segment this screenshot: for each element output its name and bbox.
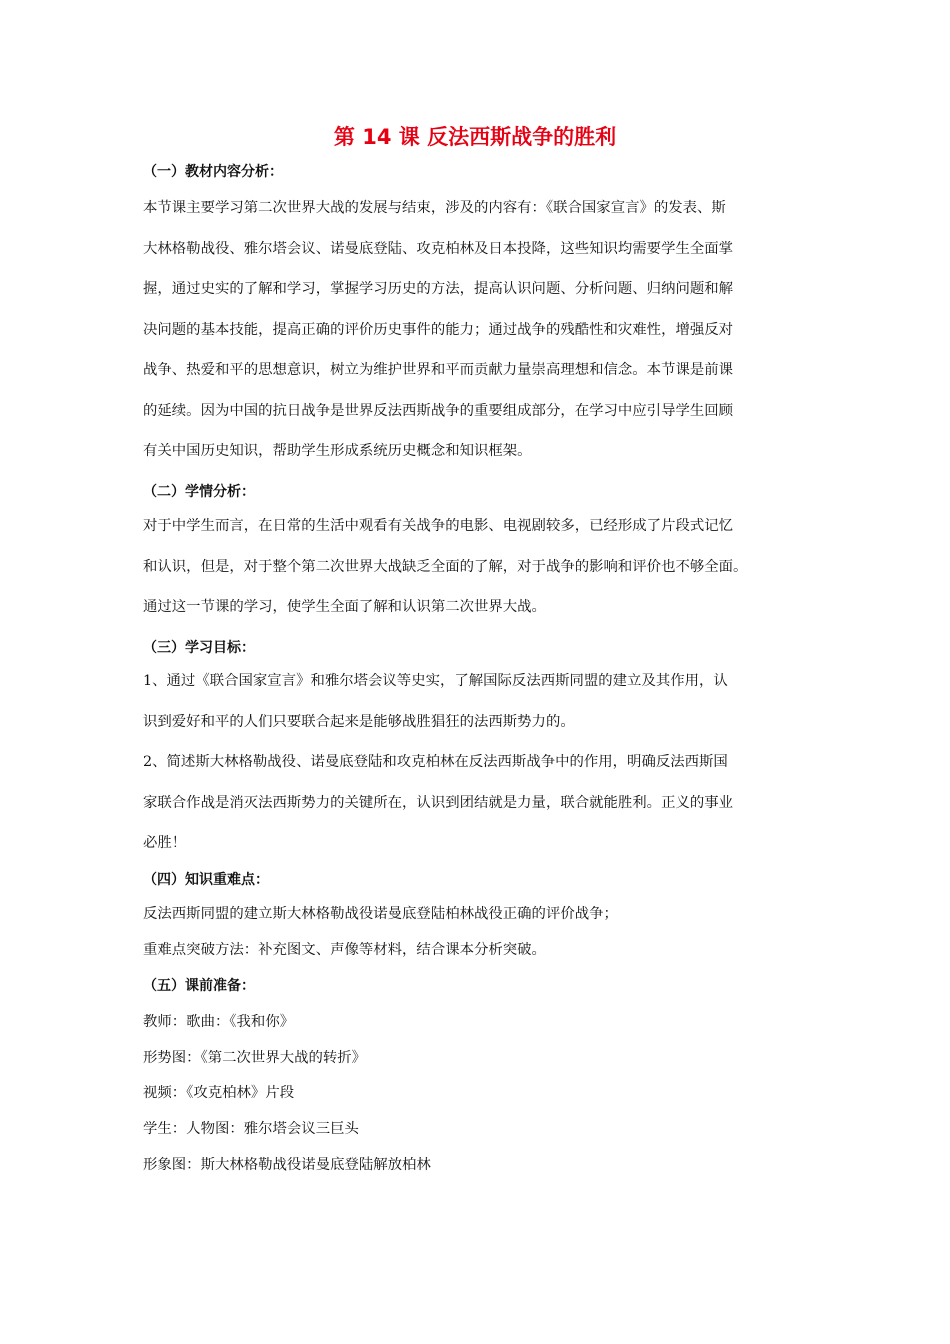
list-item: 反法西斯同盟的建立斯大林格勒战役诺曼底登陆柏林战役正确的评价战争；: [143, 906, 618, 922]
section-heading-textbook-analysis: （一）教材内容分析：: [143, 164, 283, 180]
page-title: 第 14 课 反法西斯战争的胜利: [333, 125, 617, 149]
paragraph-line: 决问题的基本技能，提高正确的评价历史事件的能力；通过战争的残酷性和灾难性，增强反对: [143, 321, 734, 338]
paragraph-line: 握，通过史实的了解和学习，掌握学习历史的方法，提高认识问题、分析问题、归纳问题和解: [143, 281, 734, 297]
paragraph-line: 和认识，但是，对于整个第二次世界大战缺乏全面的了解，对于战争的影响和评价也不够全面。: [143, 558, 748, 575]
list-item: 形象图：斯大林格勒战役诺曼底登陆解放柏林: [143, 1157, 431, 1173]
paragraph-line: 的延续。因为中国的抗日战争是世界反法西斯战争的重要组成部分，在学习中应引导学生回顾: [143, 402, 734, 419]
paragraph-line: 对于中学生而言，在日常的生活中观看有关战争的电影、电视剧较多，已经形成了片段式记忆: [143, 518, 734, 534]
list-item: 重难点突破方法：补充图文、声像等材料，结合课本分析突破。: [143, 942, 546, 958]
paragraph-line: 有关中国历史知识，帮助学生形成系统历史概念和知识框架。: [143, 443, 532, 459]
list-item: 形势图：《第二次世界大战的转折》: [143, 1050, 367, 1066]
paragraph-line: 1、通过《联合国家宣言》和雅尔塔会议等史实，了解国际反法西斯同盟的建立及其作用，认: [143, 673, 728, 689]
list-item: 学生：人物图：雅尔塔会议三巨头: [143, 1121, 359, 1137]
list-item: 教师：歌曲：《我和你》: [143, 1014, 295, 1030]
paragraph-line: 本节课主要学习第二次世界大战的发展与结束，涉及的内容有：《联合国家宣言》的发表、斯: [143, 200, 726, 216]
list-item: 视频：《攻克柏林》片段: [143, 1085, 295, 1101]
section-body-student-analysis: [143, 506, 843, 628]
paragraph-line: 2、简述斯大林格勒战役、诺曼底登陆和攻克柏林在反法西斯战争中的作用，明确反法西斯国: [143, 754, 728, 770]
section-body-textbook-analysis: [143, 188, 843, 472]
section-heading-student-analysis: （二）学情分析：: [143, 484, 255, 500]
paragraph-line: 大林格勒战役、雅尔塔会议、诺曼底登陆、攻克柏林及日本投降，这些知识均需要学生全面掌: [143, 240, 734, 257]
paragraph-line: 通过这一节课的学习，使学生全面了解和认识第二次世界大战。: [143, 599, 546, 615]
paragraph-line: 战争、热爱和平的思想意识，树立为维护世界和平而贡献力量崇高理想和信念。本节课是前课: [143, 362, 734, 378]
section-body-learning-goals: [143, 661, 843, 864]
section-heading-learning-goals: （三）学习目标：: [143, 640, 255, 656]
paragraph-line: 必胜！: [143, 835, 187, 851]
section-heading-key-points: （四）知识重难点：: [143, 872, 269, 888]
paragraph-line: 家联合作战是消灭法西斯势力的关键所在，认识到团结就是力量，联合就能胜利。正义的事业: [143, 794, 734, 811]
paragraph-line: 识到爱好和平的人们只要联合起来是能够战胜猖狂的法西斯势力的。: [143, 713, 575, 730]
section-heading-preparation: （五）课前准备：: [143, 978, 255, 994]
